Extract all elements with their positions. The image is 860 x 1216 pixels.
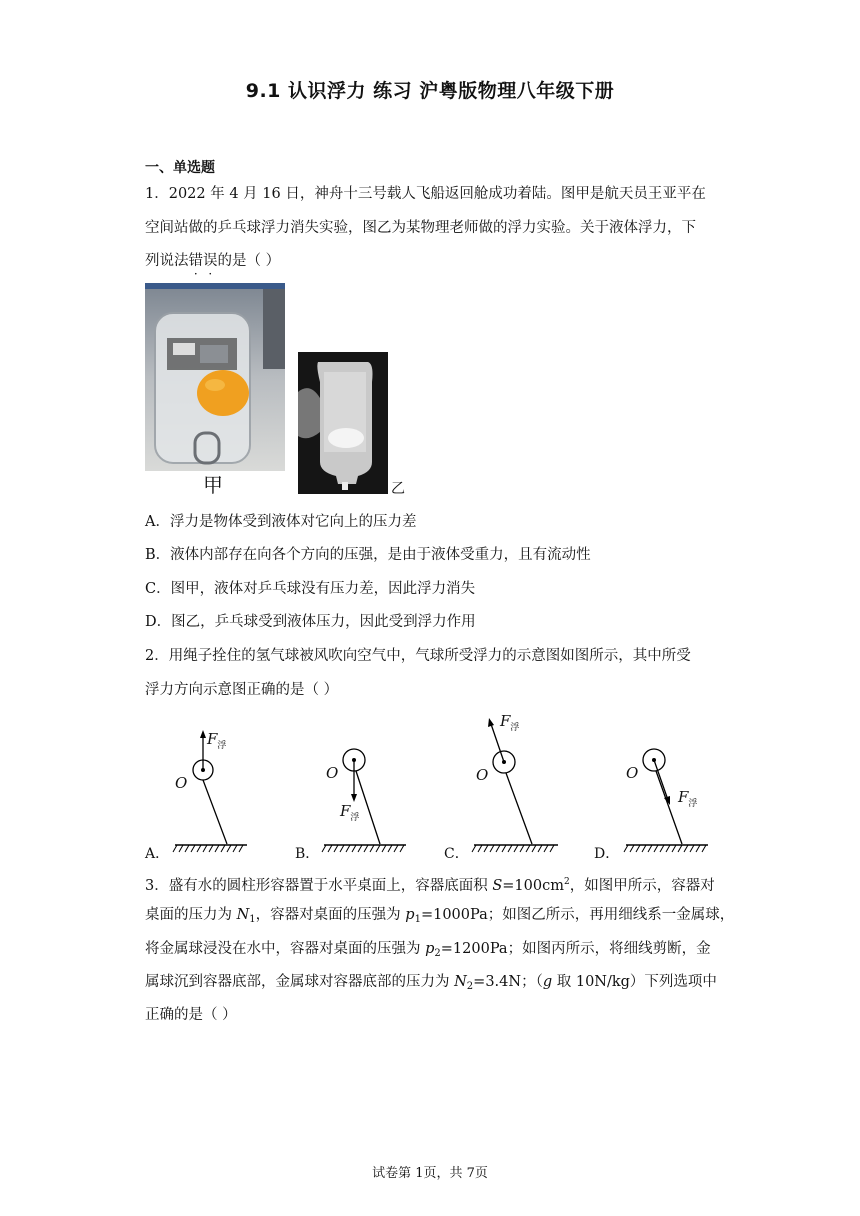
force-label-b: $F_浮$ (340, 802, 360, 823)
q3-line5: 正确的是（ ） (145, 1007, 237, 1023)
point-label-a: O (175, 774, 188, 792)
page-footer: 试卷第 1页，共 7页 (372, 1166, 488, 1181)
photo-jia-caption: 甲 (203, 473, 223, 497)
point-label-c: O (476, 766, 489, 784)
q2-figure-d (620, 712, 720, 862)
photo-yi (298, 352, 405, 497)
page-title: 9.1 认识浮力 练习 沪粤版物理八年级下册 (245, 80, 615, 102)
point-label-b: O (326, 764, 339, 782)
force-label-c: $F_浮$ (500, 712, 520, 733)
q3-line1: 3．盛有水的圆柱形容器置于水平桌面上，容器底面积 $S=100cm^2$，如图甲所示，容器对 (145, 877, 715, 894)
force-label-a: $F_浮$ (207, 730, 227, 751)
photo-jia (145, 283, 285, 497)
q2-figure-a (165, 712, 265, 862)
q2-figure-c (468, 712, 568, 862)
q1-option-a: A．浮力是物体受到液体对它向上的压力差 (145, 514, 417, 530)
q2-label-c: C． (444, 846, 469, 862)
q2-label-a: A． (145, 846, 170, 862)
q1-line3: 列说法错误的是（ ） (145, 253, 281, 269)
section-heading: 一、单选题 (145, 160, 215, 176)
force-label-d: $F_浮$ (678, 788, 698, 809)
q2-figure-b (318, 712, 418, 862)
point-label-d: O (626, 764, 639, 782)
photo-yi-caption: 乙 (391, 481, 405, 497)
q2-label-d: D． (594, 846, 620, 862)
q3-line2: 桌面的压力为 $N_1$，容器对桌面的压强为 $p_1=1000Pa$；如图乙所示，再用细线系一金属球， (145, 907, 735, 925)
q2-line2: 浮力方向示意图正确的是（ ） (145, 682, 339, 698)
q3-line4: 属球沉到容器底部，金属球对容器底部的压力为 $N_2=3.4N$；（g 取 10N/kg）下列选项中 (145, 974, 717, 992)
q1-option-d: D．图乙，乒乓球受到液体压力，因此受到浮力作用 (145, 614, 476, 630)
q1-line2: 空间站做的乒乓球浮力消失实验，图乙为某物理老师做的浮力实验。关于液体浮力，下 (145, 220, 696, 236)
q1-option-b: B．液体内部存在向各个方向的压强，是由于液体受重力，且有流动性 (145, 547, 591, 563)
q1-line1: 1．2022 年 4 月 16 日，神舟十三号载人飞船返回舱成功着陆。图甲是航天员王亚平在 (145, 186, 706, 202)
q2-line1: 2．用绳子拴住的氢气球被风吹向空气中，气球所受浮力的示意图如图所示，其中所受 (145, 648, 691, 664)
q1-option-c: C．图甲，液体对乒乓球没有压力差，因此浮力消失 (145, 581, 476, 597)
q3-line3: 将金属球浸没在水中，容器对桌面的压强为 $p_2=1200Pa$；如图丙所示，将细线剪断，金 (145, 941, 711, 959)
q2-label-b: B． (295, 846, 320, 862)
